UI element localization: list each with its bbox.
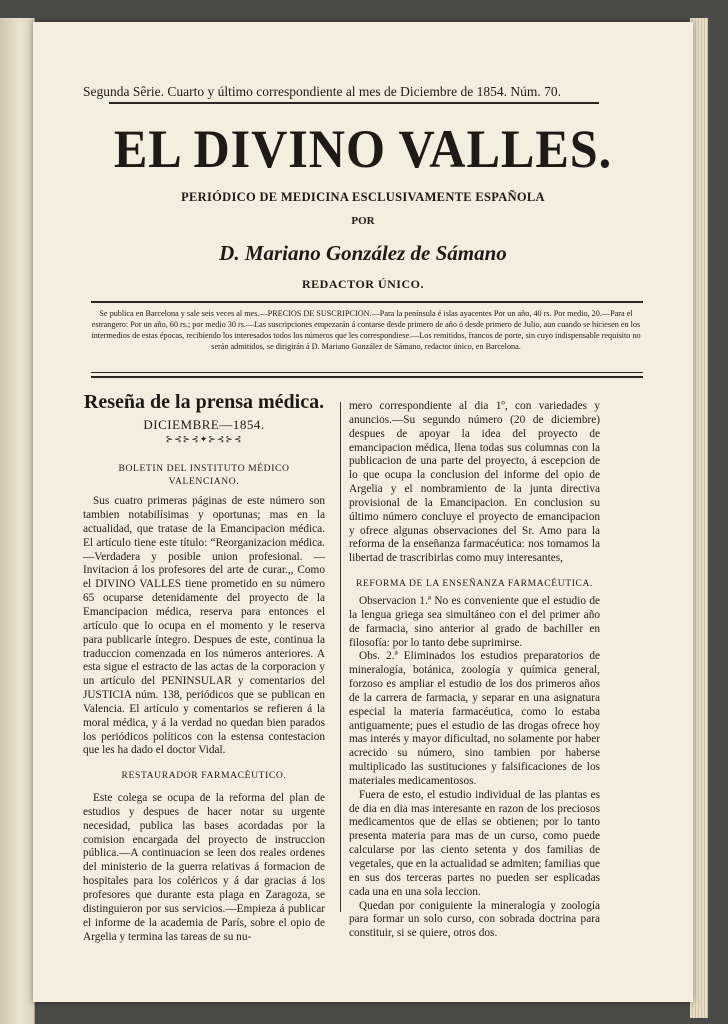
section-boletin: BOLETIN DEL INSTITUTO MÉDICO VALENCIANO. — [118, 462, 290, 488]
notice-rule-top — [91, 301, 643, 303]
left-page-edge — [0, 18, 35, 1024]
review-date: DICIEMBRE—1854. — [143, 416, 265, 432]
observation-1: Observacion 1.ª No es conveniente que el estudio de la lengua griega sea simultáneo con el del primer año de farmacia, sino anterior al grado de bachiller en filosofía: por lo tanto debe suprimirse. — [349, 594, 600, 649]
series-line: Segunda Sêrie. Cuarto y último correspondiente al mes de Diciembre de 1854. Núm. 70. — [83, 84, 562, 99]
paragraph-plantas: Fuera de esto, el estudio individual de las plantas es de dia en dia mas interesante en razon de los preciosos medicamentos que de ellas se obtienen; por lo tanto presenta materia para mas de un curso, como puede calcularse por las ciento setenta y dos familias de vegetales, que en la actualidad se admiten; familias que en sus dos terceras partes no pueden ser esplicadas cada una en una sola leccion. — [349, 788, 600, 898]
paragraph-continuation: mero correspondiente al dia 1º, con variedades y anuncios.—Su segundo número (20 de diciembre) despues de apoyar la idea del proyecto de emancipacion médica, llena todas sus columnas con la publicacion de una parte del proyecto, á escepcion de lo que ocupa la conclusion del informe del opio de Argelia y el nombramiento de la junta directiva provisional de la Emancipacion. En conclusion su último número concluye el proyecto de emancipacion y ofrece algunas observaciones del Sr. Amo para la reforma de la enseñanza farmacéutica: nos tomamos la libertad de trascribirlas como muy interesantes, — [349, 400, 600, 565]
newspaper-page — [33, 22, 693, 1002]
paragraph-restaurador: Este colega se ocupa de la reforma del plan de estudios y despues de hacer notar su urgente necesidad, publica las bases acordadas por la comision encargada del proyecto de instruccion pública.—A continuacion se leen dos reales ordenes del ministerio de la guerra relativas á formacion de hospitales para los coléricos y á dar gracias á los profesores que durante esta plaga en Zaragoza, se distinguieron por sus servicios.—Empieza á publicar el informe de la academia de París, sobre el opio de Argelia y termina las tareas de su nu- — [83, 792, 325, 943]
right-column — [349, 400, 600, 941]
left-column — [83, 391, 325, 944]
notice-rule-bottom-1 — [91, 372, 643, 373]
review-heading: Reseña de la prensa médica. — [83, 391, 325, 413]
editor-role: REDACTOR ÚNICO. — [302, 277, 424, 291]
por-label: POR — [351, 215, 375, 227]
section-reforma: REFORMA DE LA ENSEÑANZA FARMACÉUTICA. — [355, 578, 594, 590]
header-rule — [109, 102, 599, 104]
notice-rule-bottom-2 — [91, 376, 643, 378]
column-divider — [340, 402, 341, 912]
masthead-title: EL DIVINO VALLES. — [113, 119, 613, 179]
subtitle: PERIÓDICO DE MEDICINA ESCLUSIVAMENTE ESPAÑOLA — [181, 190, 545, 204]
paragraph-mineralogia: Quedan por coniguiente la mineralogía y zoología para formar un solo curso, con sobrada doctrina para constituir, si se quiere, otros dos. — [349, 899, 600, 940]
paragraph-boletin: Sus cuatro primeras páginas de este número son tambien notabilísimas y oportunas; mas en la actualidad, que tratase de la Emancipacion médica. El artículo tiene este título: “Reorganizacion médica.—Verdadera y posible union profesional. —Invitacion á los profesores del arte de curar.,, Como el DIVINO VALLES tiene prometido en su número 65 ocuparse detenidamente del proyecto de la Emancipacion médica, reserva para entonces el artículo que lo ocupa en el momento y le reserva para publicarle íntegro. Despues de este, continua la traduccion comenzada en los números anteriores. A esta sigue el estracto de las actas de la corporacion y un artículo del PENINSULAR y comentarios del JUSTICIA núm. 138, periódicos que se publican en Valencia. El artículo y comentarios se refieren á la moral médica, y á la verdad no quedan bien parados los periódicos políticos con la estensa contestacion que les ha dado el doctor Vidal. — [83, 495, 325, 757]
author-name: D. Mariano González de Sámano — [219, 241, 507, 265]
subscription-notice: Se publica en Barcelona y sale seis veces al mes.—PRECIOS DE SUSCRIPCION.—Para la península é islas ayacentes Por un año, 40 rs. Por medio, 20.—Para el estrangero: Por un año, 60 rs.; por medio 30 rs.—Las suscripciones empezarán á contarse desde primero de año ó desde primero de Julio, aun cuando se hiciesen en los intermedios de estas épocas, recibiendo los interesados todos los números que les correspondiese.—Los remitidos, francos de porte, sin cuyo indispensable requisito no serán admitidos, se dirigirán á D. Mariano González de Sámano, redactor único, en Barcelona. — [91, 309, 641, 351]
observation-2: Obs. 2.ª Eliminados los estudios preparatorios de mineralogía, botánica, zoología y química general, forzoso es ampliar el estudio de los dos primeros años de la carrera de farmacia, y separar en una asignatura especial la materia farmacéutica, como lo estaba antiguamente; pues el estudio de las drogas ofrece hoy mas interés y mayor dificultad, no solamente por haber acrecido su número, sino tambien por haberse multiplicado las sustituciones y falsificaciones de los materiales medicamentosos. — [349, 650, 600, 787]
ornament: ⊱⊰⊱⊰✦⊱⊰⊱⊰ — [165, 433, 243, 444]
section-restaurador: RESTAURADOR FARMACÉUTICO. — [121, 770, 287, 782]
